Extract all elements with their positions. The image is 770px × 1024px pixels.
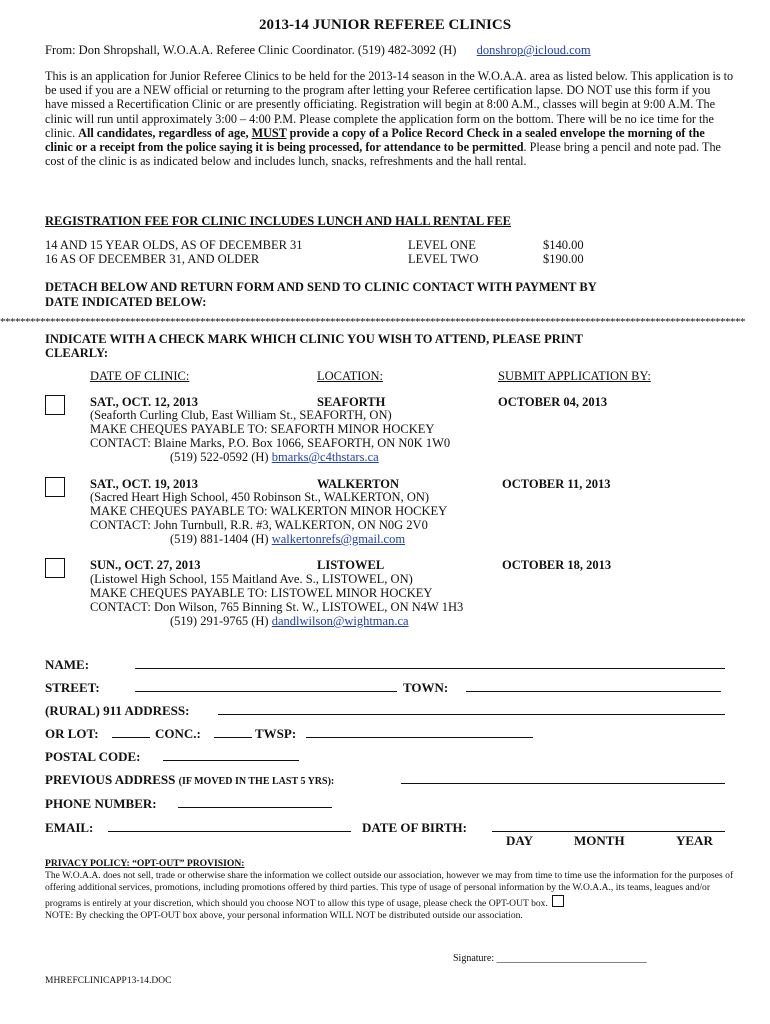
- clinic-1-date: SAT., OCT. 12, 2013: [90, 395, 198, 409]
- town-label: TOWN:: [403, 680, 449, 695]
- page-title: 2013-14 JUNIOR REFEREE CLINICS: [258, 17, 512, 33]
- intro-bold-1: All candidates, regardless of age,: [78, 125, 252, 140]
- privacy-note: NOTE: By checking the OPT-OUT box above, your personal information WILL NOT be distributed outside our association.: [45, 909, 523, 921]
- lot-label: OR LOT:: [45, 726, 99, 741]
- intro-must: MUST: [251, 125, 287, 140]
- clinic-3-payable: MAKE CHEQUES PAYABLE TO: LISTOWEL MINOR HOCKEY: [90, 586, 433, 600]
- clinic-listowel-checkbox[interactable]: [45, 558, 65, 578]
- phone-number-field[interactable]: [178, 807, 332, 808]
- clinic-2-contact: CONTACT: John Turnbull, R.R. #3, WALKERTON, ON N0G 2V0: [90, 518, 428, 532]
- name-label: NAME:: [45, 657, 90, 672]
- lot-field[interactable]: [112, 737, 150, 738]
- clinic-3-phone: (519) 291-9765 (H): [170, 614, 272, 628]
- date-of-birth-field[interactable]: [492, 831, 725, 832]
- col-header-date: DATE OF CLINIC:: [90, 369, 190, 383]
- clinic-3-phone-line: [170, 614, 409, 629]
- detach-line-2: DATE INDICATED BELOW:: [45, 295, 207, 309]
- conc-label: CONC.:: [155, 726, 201, 741]
- street-label: STREET:: [45, 680, 100, 695]
- coordinator-email-link[interactable]: donshrop@icloud.com: [476, 43, 591, 57]
- fee-level-2: LEVEL TWO: [408, 252, 479, 266]
- street-field[interactable]: [135, 691, 397, 692]
- clinic-3-submit: OCTOBER 18, 2013: [502, 558, 612, 572]
- twsp-label: TWSP:: [255, 726, 297, 741]
- indicate-line-1: INDICATE WITH A CHECK MARK WHICH CLINIC YOU WISH TO ATTEND, PLEASE PRINT: [45, 332, 583, 346]
- detach-line-1: DETACH BELOW AND RETURN FORM AND SEND TO CLINIC CONTACT WITH PAYMENT BY: [45, 280, 597, 294]
- date-of-birth-label: DATE OF BIRTH:: [362, 820, 467, 835]
- dob-day-label: DAY: [506, 833, 533, 848]
- previous-address-note: (IF MOVED IN THE LAST 5 YRS):: [178, 776, 335, 787]
- privacy-title: PRIVACY POLICY: “OPT-OUT” PROVISION:: [45, 858, 245, 869]
- clinic-1-payable: MAKE CHEQUES PAYABLE TO: SEAFORTH MINOR HOCKEY: [90, 422, 435, 436]
- clinic-1-email-link[interactable]: bmarks@c4thstars.ca: [271, 450, 379, 464]
- opt-out-checkbox[interactable]: [552, 895, 564, 907]
- dob-year-label: YEAR: [676, 833, 713, 848]
- clinic-1-contact: CONTACT: Blaine Marks, P.O. Box 1066, SEAFORTH, ON N0K 1W0: [90, 436, 451, 450]
- from-line: [45, 43, 591, 58]
- intro-text-1: This is an application for Junior Referee Clinics to be held for the 2013-14 season in the W.O.A.A. area as listed below. This application is to be used if you are a NEW official or returning to the program after letting your Referee certification lapse. DO NOT use this form if you have missed a Recertification Clinic or are presently officiating. Registration will begin at 8:00 A.M., classes will begin at 9:00 A.M. The clinic will run until approximately 3:00 – 4:00 P.M. Please complete the application form on the bottom. There will be no ice time for the clinic.: [45, 69, 734, 140]
- clinic-seaforth-checkbox[interactable]: [45, 395, 65, 415]
- phone-number-label: PHONE NUMBER:: [45, 796, 157, 811]
- dob-month-label: MONTH: [574, 833, 625, 848]
- town-field[interactable]: [466, 691, 721, 692]
- rural-address-field[interactable]: [218, 714, 725, 715]
- previous-address-label: [45, 772, 334, 788]
- fee-age-2: 16 AS OF DECEMBER 31, AND OLDER: [45, 252, 260, 266]
- clinic-1-submit: OCTOBER 04, 2013: [498, 395, 608, 409]
- clinic-2-venue: (Sacred Heart High School, 450 Robinson St., WALKERTON, ON): [90, 490, 430, 504]
- email-label: EMAIL:: [45, 820, 94, 835]
- clinic-1-phone-line: [170, 450, 379, 465]
- fee-level-1: LEVEL ONE: [408, 238, 476, 252]
- rural-address-label: (RURAL) 911 ADDRESS:: [45, 703, 190, 718]
- twsp-field[interactable]: [306, 737, 533, 738]
- clinic-1-location: SEAFORTH: [317, 395, 386, 409]
- clinic-2-phone: (519) 881-1404 (H): [170, 532, 272, 546]
- previous-address-text: PREVIOUS ADDRESS: [45, 772, 176, 787]
- intro-paragraph: [45, 69, 735, 168]
- fee-age-1: 14 AND 15 YEAR OLDS, AS OF DECEMBER 31: [45, 238, 303, 252]
- name-field[interactable]: [135, 668, 725, 669]
- clinic-2-date: SAT., OCT. 19, 2013: [90, 477, 198, 491]
- intro-bold-2: provide a copy of a Police Record Check in a sealed envelope the morning of the clinic or a receipt from the police saying it is being processed, for attendance to be permitted: [45, 125, 705, 155]
- privacy-policy: [45, 858, 735, 922]
- col-header-location: LOCATION:: [317, 369, 383, 383]
- indicate-line-2: CLEARLY:: [45, 346, 108, 360]
- clinic-3-location: LISTOWEL: [317, 558, 385, 572]
- clinic-walkerton-checkbox[interactable]: [45, 477, 65, 497]
- fee-cost-1: $140.00: [543, 238, 584, 252]
- clinic-3-contact: CONTACT: Don Wilson, 765 Binning St. W., LISTOWEL, ON N4W 1H3: [90, 600, 464, 614]
- privacy-body: The W.O.A.A. does not sell, trade or otherwise share the information we collect outside our association, however we may from time to time use the information for the purposes of offering additional services, promotions, including promotions offered by third parties. This type of usage of personal information by the W.O.A.A., its teams, leagues and/or programs is entirely at your discretion, which should you choose NOT to allow this type of usage, please check the OPT-OUT box.: [45, 870, 734, 909]
- col-header-submit: SUBMIT APPLICATION BY:: [498, 369, 651, 383]
- clinic-2-payable: MAKE CHEQUES PAYABLE TO: WALKERTON MINOR HOCKEY: [90, 504, 448, 518]
- postal-code-field[interactable]: [163, 760, 299, 761]
- privacy-body-wrap: [45, 870, 735, 910]
- from-text: From: Don Shropshall, W.O.A.A. Referee Clinic Coordinator. (519) 482-3092 (H): [45, 43, 457, 57]
- conc-field[interactable]: [214, 737, 252, 738]
- postal-code-label: POSTAL CODE:: [45, 749, 141, 764]
- clinic-1-phone: (519) 522-0592 (H): [170, 450, 272, 464]
- clinic-3-date: SUN., OCT. 27, 2013: [90, 558, 201, 572]
- clinic-2-phone-line: [170, 532, 405, 547]
- cut-line-stars: *****************************************************************************************************************************************************: [0, 316, 745, 328]
- intro-text-2: . Please bring a pencil and note pad. The cost of the clinic is as indicated below and includes lunch, snacks, refreshments and the hall rental.: [45, 140, 721, 169]
- clinic-2-email-link[interactable]: walkertonrefs@gmail.com: [271, 532, 406, 546]
- email-field[interactable]: [108, 831, 351, 832]
- previous-address-field[interactable]: [401, 783, 725, 784]
- clinic-3-email-link[interactable]: dandlwilson@wightman.ca: [271, 614, 409, 628]
- fee-header: REGISTRATION FEE FOR CLINIC INCLUDES LUNCH AND HALL RENTAL FEE: [45, 214, 511, 228]
- signature-line[interactable]: Signature: ______________________________: [453, 953, 647, 964]
- clinic-3-venue: (Listowel High School, 155 Maitland Ave. S., LISTOWEL, ON): [90, 572, 413, 586]
- fee-cost-2: $190.00: [543, 252, 584, 266]
- clinic-2-location: WALKERTON: [317, 477, 399, 491]
- clinic-1-venue: (Seaforth Curling Club, East William St., SEAFORTH, ON): [90, 408, 392, 422]
- clinic-2-submit: OCTOBER 11, 2013: [502, 477, 611, 491]
- document-filename: MHREFCLINICAPP13-14.DOC: [45, 976, 172, 986]
